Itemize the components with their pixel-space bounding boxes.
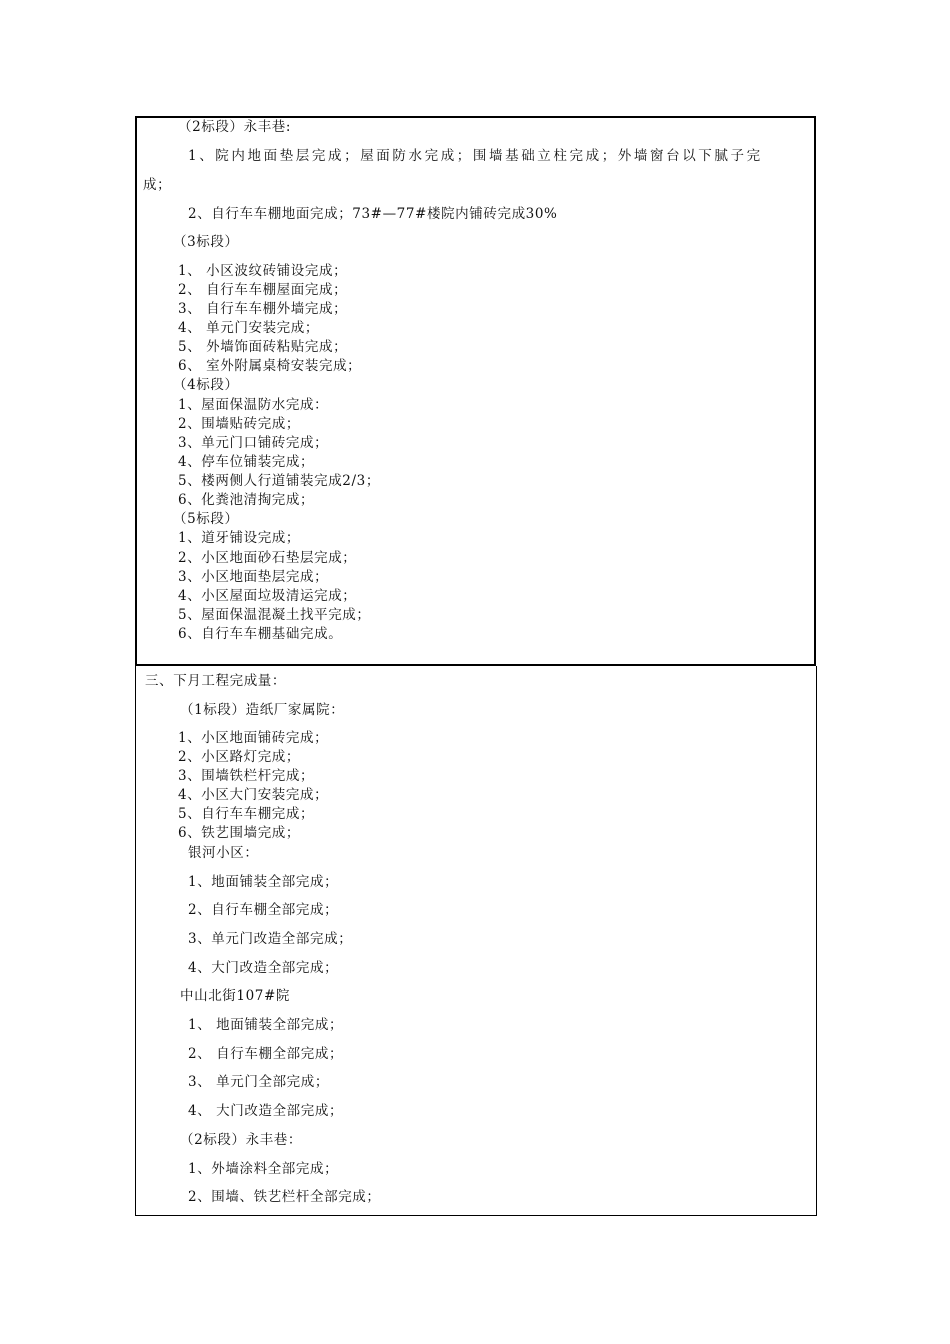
next-lot2-item: 2、围墙、铁艺栏杆全部完成； [188, 1189, 381, 1205]
yinhe-item: 3、单元门改造全部完成； [188, 931, 353, 947]
lot5-item: 5、屋面保温混凝土找平完成； [178, 607, 371, 623]
yinhe-heading: 银河小区： [188, 845, 259, 861]
lot2-item-1-line-2: 成； [143, 177, 172, 193]
next-lot1-item: 2、小区路灯完成； [178, 749, 300, 765]
next-lot2-item: 1、外墙涂料全部完成； [188, 1161, 339, 1177]
lot5-item: 1、道牙铺设完成； [178, 530, 300, 546]
yinhe-item: 4、大门改造全部完成； [188, 960, 339, 976]
zhongshan-item: 1、 地面铺装全部完成； [188, 1017, 344, 1033]
lot4-heading: （4标段） [173, 377, 239, 393]
next-lot1-item: 6、铁艺围墙完成； [178, 825, 300, 841]
yinhe-item: 2、自行车棚全部完成； [188, 902, 339, 918]
lot2-heading: （2标段）永丰巷: [178, 119, 292, 135]
lot2-item-2: 2、自行车车棚地面完成；73#—77#楼院内铺砖完成30% [188, 206, 558, 222]
lot3-item: 6、 室外附属桌椅安装完成； [178, 358, 362, 374]
next-month-title: 三、下月工程完成量： [145, 673, 286, 689]
lot3-item: 3、 自行车车棚外墙完成； [178, 301, 348, 317]
zhongshan-item: 4、 大门改造全部完成； [188, 1103, 344, 1119]
lot4-item: 5、楼两侧人行道铺装完成2/3； [178, 473, 380, 489]
next-lot1-item: 1、小区地面铺砖完成； [178, 730, 329, 746]
zhongshan-item: 3、 单元门全部完成； [188, 1074, 329, 1090]
lot4-item: 6、化粪池清掏完成； [178, 492, 315, 508]
next-lot1-item: 4、小区大门安装完成； [178, 787, 329, 803]
lot4-item: 3、单元门口铺砖完成； [178, 435, 329, 451]
lot3-item: 5、 外墙饰面砖粘贴完成； [178, 339, 348, 355]
lot3-item: 1、 小区波纹砖铺设完成； [178, 263, 348, 279]
lot4-item: 1、屋面保温防水完成： [178, 397, 329, 413]
next-lot1-item: 3、围墙铁栏杆完成； [178, 768, 315, 784]
yinhe-item: 1、地面铺装全部完成； [188, 874, 339, 890]
lot2-item-1-line-1: 1、院内地面垫层完成；屋面防水完成；围墙基础立柱完成；外墙窗台以下腻子完 [188, 148, 763, 164]
lot5-item: 3、小区地面垫层完成； [178, 569, 329, 585]
lot5-item: 4、小区屋面垃圾清运完成； [178, 588, 357, 604]
zhongshan-item: 2、 自行车棚全部完成； [188, 1046, 344, 1062]
zhongshan-heading: 中山北街107#院 [180, 988, 290, 1004]
lot3-heading: （3标段） [173, 234, 239, 250]
lot4-item: 2、围墙贴砖完成； [178, 416, 300, 432]
lot4-item: 4、停车位铺装完成； [178, 454, 315, 470]
lot3-item: 2、 自行车车棚屋面完成； [178, 282, 348, 298]
next-lot1-heading: （1标段）造纸厂家属院： [180, 702, 345, 718]
lot3-item: 4、 单元门安装完成； [178, 320, 319, 336]
lot5-heading: （5标段） [173, 511, 239, 527]
next-lot1-item: 5、自行车车棚完成； [178, 806, 315, 822]
next-lot2-heading: （2标段）永丰巷： [180, 1132, 302, 1148]
lot5-item: 2、小区地面砂石垫层完成； [178, 550, 357, 566]
lot5-item: 6、自行车车棚基础完成。 [178, 626, 343, 642]
